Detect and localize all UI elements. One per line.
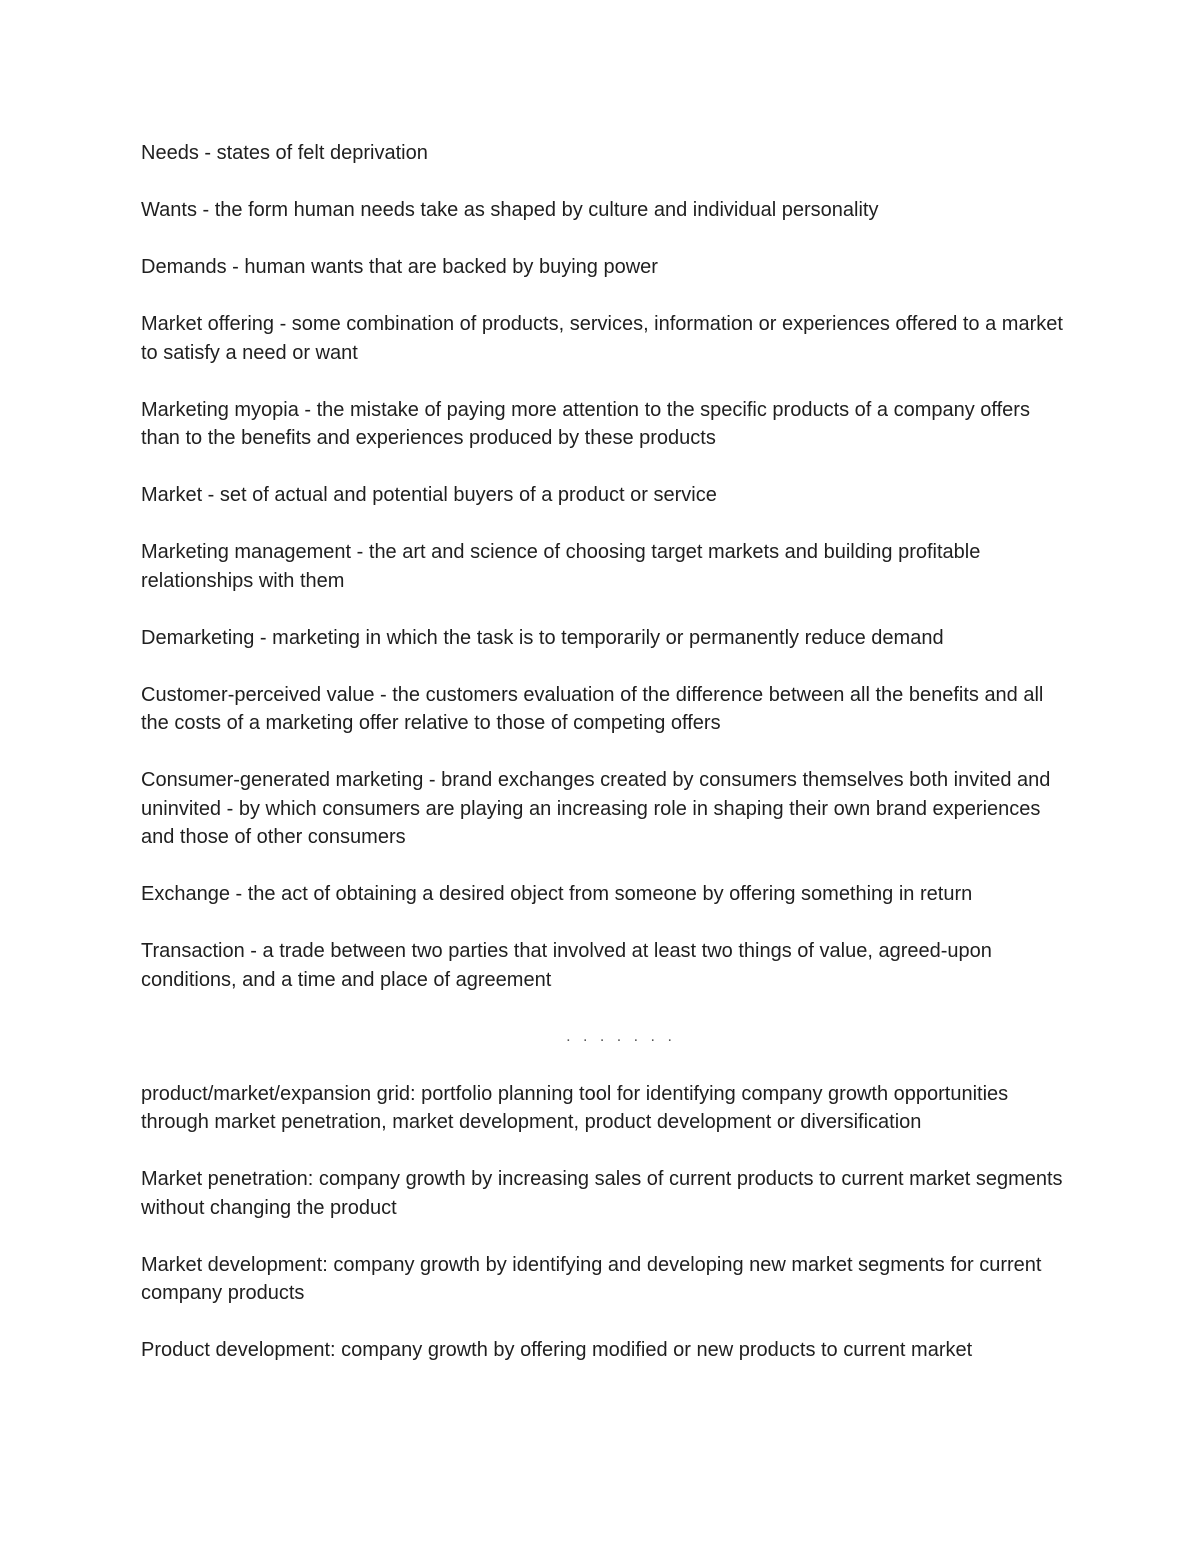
- definition-paragraph: product/market/expansion grid: portfolio planning tool for identifying company growth opportunities through market penetration, market development, product development or diversification: [141, 1082, 1009, 1133]
- definition-paragraph: Marketing management - the art and science of choosing target markets and building profitable relationships with them: [141, 541, 981, 592]
- definition-paragraph: Market penetration: company growth by increasing sales of current products to current market segments without changing the product: [141, 1168, 1063, 1219]
- definition-paragraph: Market - set of actual and potential buyers of a product or service: [141, 484, 717, 506]
- definition-paragraph: Demarketing - marketing in which the task is to temporarily or permanently reduce demand: [141, 626, 944, 649]
- definition-paragraph: Marketing myopia - the mistake of paying more attention to the specific products of a company offers than to the benefits and experiences produced by these products: [141, 398, 1030, 449]
- definition-paragraph: Market development: company growth by identifying and developing new market segments for current company products: [141, 1253, 1042, 1304]
- definition-paragraph: Product development: company growth by offering modified or new products to current market: [141, 1339, 973, 1361]
- document-body: [141, 139, 1071, 1393]
- section-separator: . . . . . . .: [566, 1027, 676, 1045]
- definition-paragraph: Customer-perceived value - the customers evaluation of the difference between all the benefits and all the costs of a marketing offer relative to those of competing offers: [141, 683, 1044, 734]
- definition-paragraph: Needs - states of felt deprivation: [141, 142, 428, 164]
- definition-paragraph: Demands - human wants that are backed by buying power: [141, 256, 658, 278]
- definition-paragraph: Exchange - the act of obtaining a desired object from someone by offering something in return: [141, 883, 973, 905]
- definition-paragraph: Market offering - some combination of products, services, information or experiences offered to a market to satisfy a need or want: [141, 313, 1063, 364]
- definition-paragraph: Consumer-generated marketing - brand exchanges created by consumers themselves both invited and uninvited - by which consumers are playing an increasing role in shaping their own brand experiences and those of other consumers: [141, 769, 1051, 848]
- definition-paragraph: Transaction - a trade between two parties that involved at least two things of value, agreed-upon conditions, and a time and place of agreement: [141, 940, 992, 991]
- definition-paragraph: Wants - the form human needs take as shaped by culture and individual personality: [141, 199, 879, 221]
